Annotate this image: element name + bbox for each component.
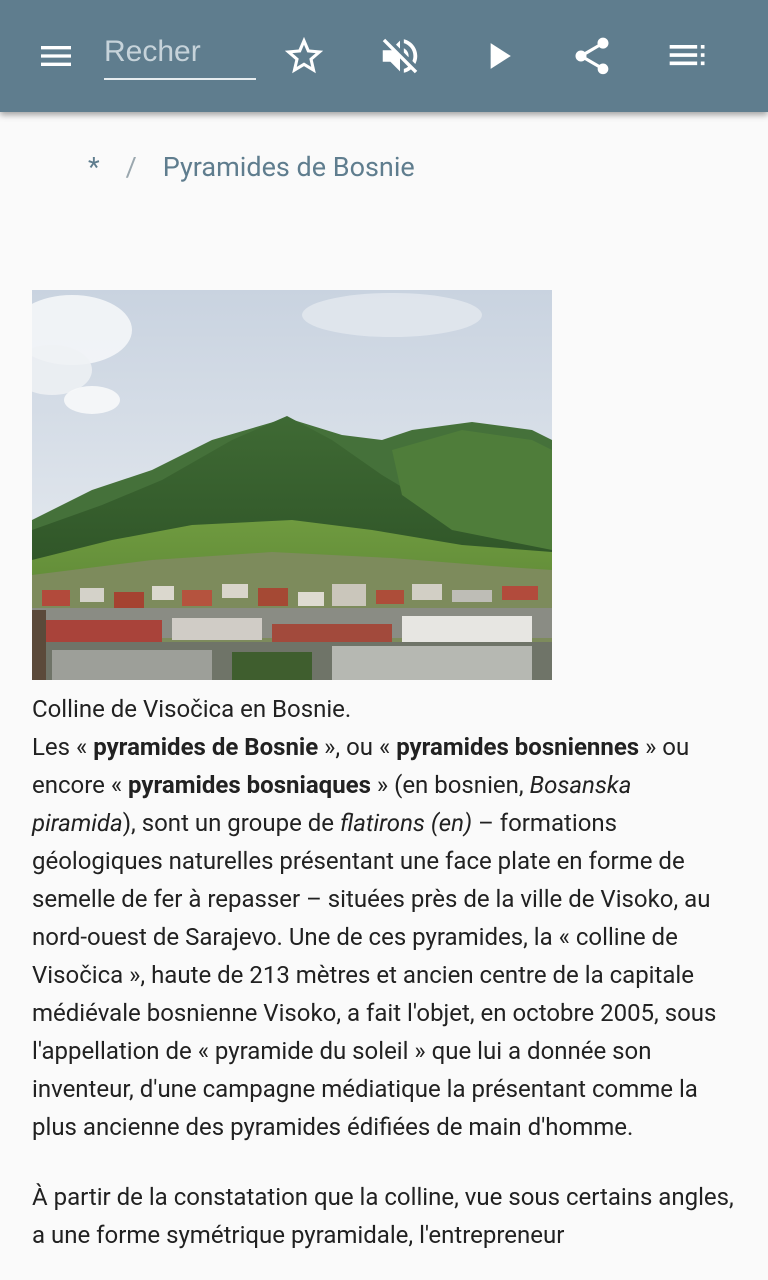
mountain-photo bbox=[32, 290, 552, 680]
play-icon bbox=[476, 34, 520, 78]
play-button[interactable] bbox=[470, 28, 526, 84]
share-button[interactable] bbox=[564, 28, 620, 84]
link-flatirons[interactable]: flatirons (en) bbox=[339, 809, 473, 837]
share-icon bbox=[570, 34, 614, 78]
article-paragraph-1: Les « pyramides de Bosnie », ou « pyramides bosniennes » ou encore « pyramides bosniaques » (en bosnien, Bosanska piramida), sont un groupe de flatirons (en) – formations géologiques naturelles présentant une face plate en forme de semelle de fer à repasser – situées près de la ville de Visoko, au nord-ouest de Sarajevo. Une de ces pyramides, la « colline de Visočica », haute de 213 mètres et ancien centre de la capitale médiévale bosnienne Visoko, a fait l'objet, en octobre 2005, sous l'appellation de « pyramide du soleil » que lui a donnée son inventeur, d'une campagne médiatique la présentant comme la plus ancienne des pyramides édifiées de main d'homme. bbox=[32, 733, 717, 1141]
volume-off-icon bbox=[377, 33, 423, 79]
playlist-button[interactable] bbox=[660, 28, 716, 84]
search-field[interactable] bbox=[104, 26, 256, 80]
term-bosanska-piramida: Bosanska piramida bbox=[32, 771, 632, 837]
menu-icon bbox=[36, 36, 76, 76]
playlist-icon bbox=[666, 34, 710, 78]
mute-button[interactable] bbox=[372, 28, 428, 84]
image-caption: Colline de Visočica en Bosnie. bbox=[32, 695, 352, 723]
breadcrumb-home-link[interactable]: * bbox=[88, 151, 100, 183]
term-pyramides-de-bosnie: pyramides de Bosnie bbox=[93, 733, 319, 761]
bookmark-button[interactable] bbox=[276, 28, 332, 84]
search-input[interactable] bbox=[104, 26, 256, 78]
menu-button[interactable] bbox=[28, 28, 84, 84]
article-image[interactable] bbox=[32, 290, 552, 680]
article-paragraph-2: À partir de la constatation que la colline, vue sous certains angles, a une forme symétrique pyramidale, l'entrepreneur bbox=[32, 1183, 734, 1249]
article-body bbox=[32, 690, 738, 1254]
term-pyramides-bosniaques: pyramides bosniaques bbox=[128, 771, 371, 799]
term-pyramides-bosniennes: pyramides bosniennes bbox=[396, 733, 640, 761]
breadcrumb-separator: / bbox=[125, 151, 137, 183]
app-toolbar bbox=[0, 0, 768, 112]
star-outline-icon bbox=[281, 33, 327, 79]
breadcrumb-current: Pyramides de Bosnie bbox=[162, 151, 415, 183]
breadcrumb bbox=[88, 150, 415, 184]
